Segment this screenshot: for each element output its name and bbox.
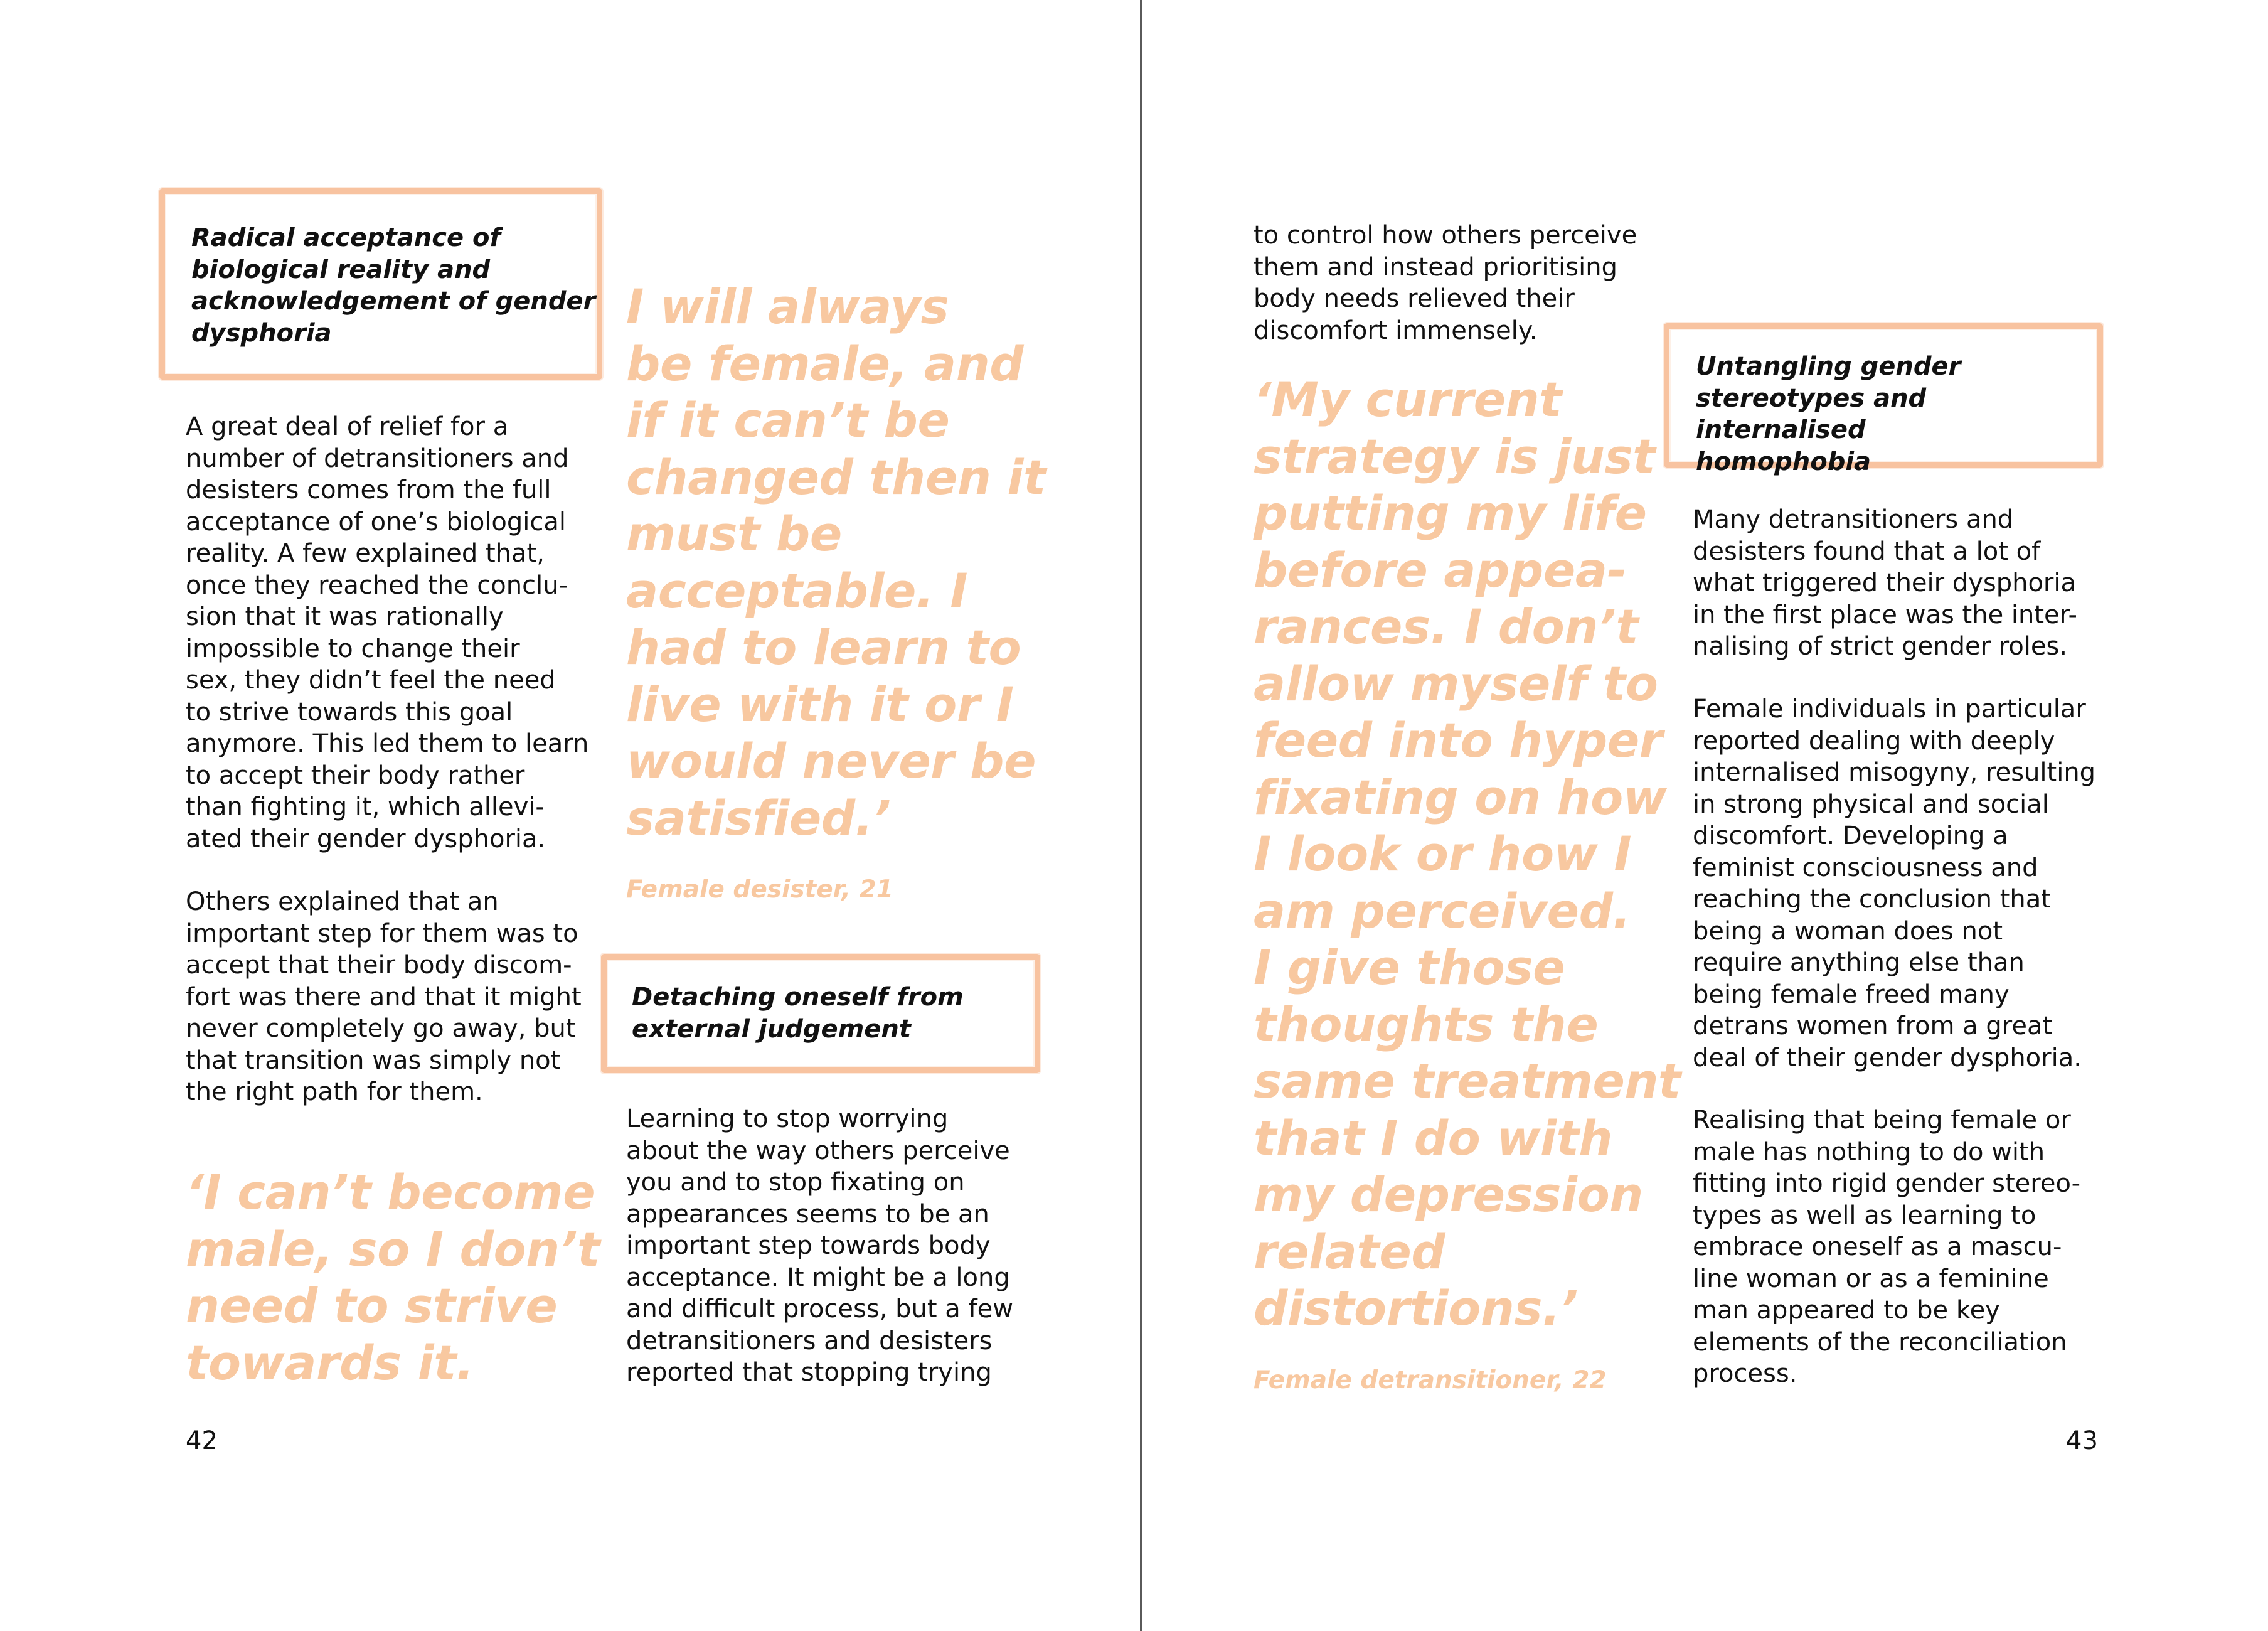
quote-attribution-female-detransitioner: Female detransitioner, 22 <box>1254 1366 1607 1394</box>
pull-quote-current-strategy: ‘My current strategy is just putting my life before appea- rances. I don’t allow myself to feed into hyper fixating on how I look or how I am perceived. I give those thoughts the same treatment that I do with my depression related distortions.’ <box>1254 372 1681 1336</box>
paragraph-continuation: to control how others perceive them and instead prioritising body needs relieved their discomfort immensely. <box>1254 221 1637 345</box>
section-heading-box-untangling <box>1664 323 2103 476</box>
section-heading-box-detaching <box>601 954 1040 1073</box>
page-number-left: 42 <box>186 1426 218 1455</box>
paragraph-learning-to-stop: Learning to stop worrying about the way others perceive you and to stop fixating on appearances seems to be an important step towards body acceptance. It might be a long and difficult process, but a few detransitioners and desisters reported that stopping trying <box>626 1104 1013 1387</box>
section-heading-untangling: Untangling gender stereotypes and internalised homophobia <box>1696 352 1961 476</box>
quote-attribution-female-desister: Female desister, 21 <box>626 875 893 904</box>
paragraph-important-step: Others explained that an important step for them was to accept that their body discom- fort was there and that it might never completely go away, but that transition was simply not the right path for them. <box>186 887 582 1106</box>
paragraph-many-detransitioners: Many detransitioners and desisters found that a lot of what triggered their dysphoria in the first place was the inter- nalising of strict gender roles. <box>1693 505 2077 661</box>
paragraph-female-individuals: Female individuals in particular reported dealing with deeply internalised misogyny, resulting in strong physical and social discomfort. Developing a feminist consciousness and reaching the conclusion that being a woman does not require anything else than being female freed many detrans women from a great deal of their gender dysphoria. <box>1693 695 2096 1072</box>
section-heading-box-radical-acceptance <box>159 188 602 380</box>
section-heading-detaching: Detaching oneself from external judgement <box>632 983 964 1044</box>
paragraph-realising: Realising that being female or male has nothing to do with fitting into rigid gender stereo- types as well as learning to embrace oneself as a mascu- line woman or as a feminine man appeared to be key elements of the reconciliation process. <box>1693 1106 2081 1388</box>
page-number-right: 43 <box>2066 1426 2098 1455</box>
section-heading-radical-acceptance: Radical acceptance of biological reality and acknowledgement of gender dysphoria <box>191 223 596 348</box>
page-spine-divider <box>1140 0 1142 1631</box>
pull-quote-always-female: I will always be female, and if it can’t be changed then it must be acceptable. I had to learn to live with it or I would never be satisfied.’ <box>626 279 1046 846</box>
pull-quote-cant-become-male: ‘I can’t become male, so I don’t need to strive towards it. <box>186 1164 600 1391</box>
paragraph-relief: A great deal of relief for a number of detransitioners and desisters comes from the full acceptance of one’s biological reality. A few explained that, once they reached the conclu- sion that it was rationally impossible to change their sex, they didn’t feel the need to strive towards this goal anymore. This led them to learn to accept their body rather than fighting it, which allevi- ated their gender dysphoria. <box>186 412 589 853</box>
